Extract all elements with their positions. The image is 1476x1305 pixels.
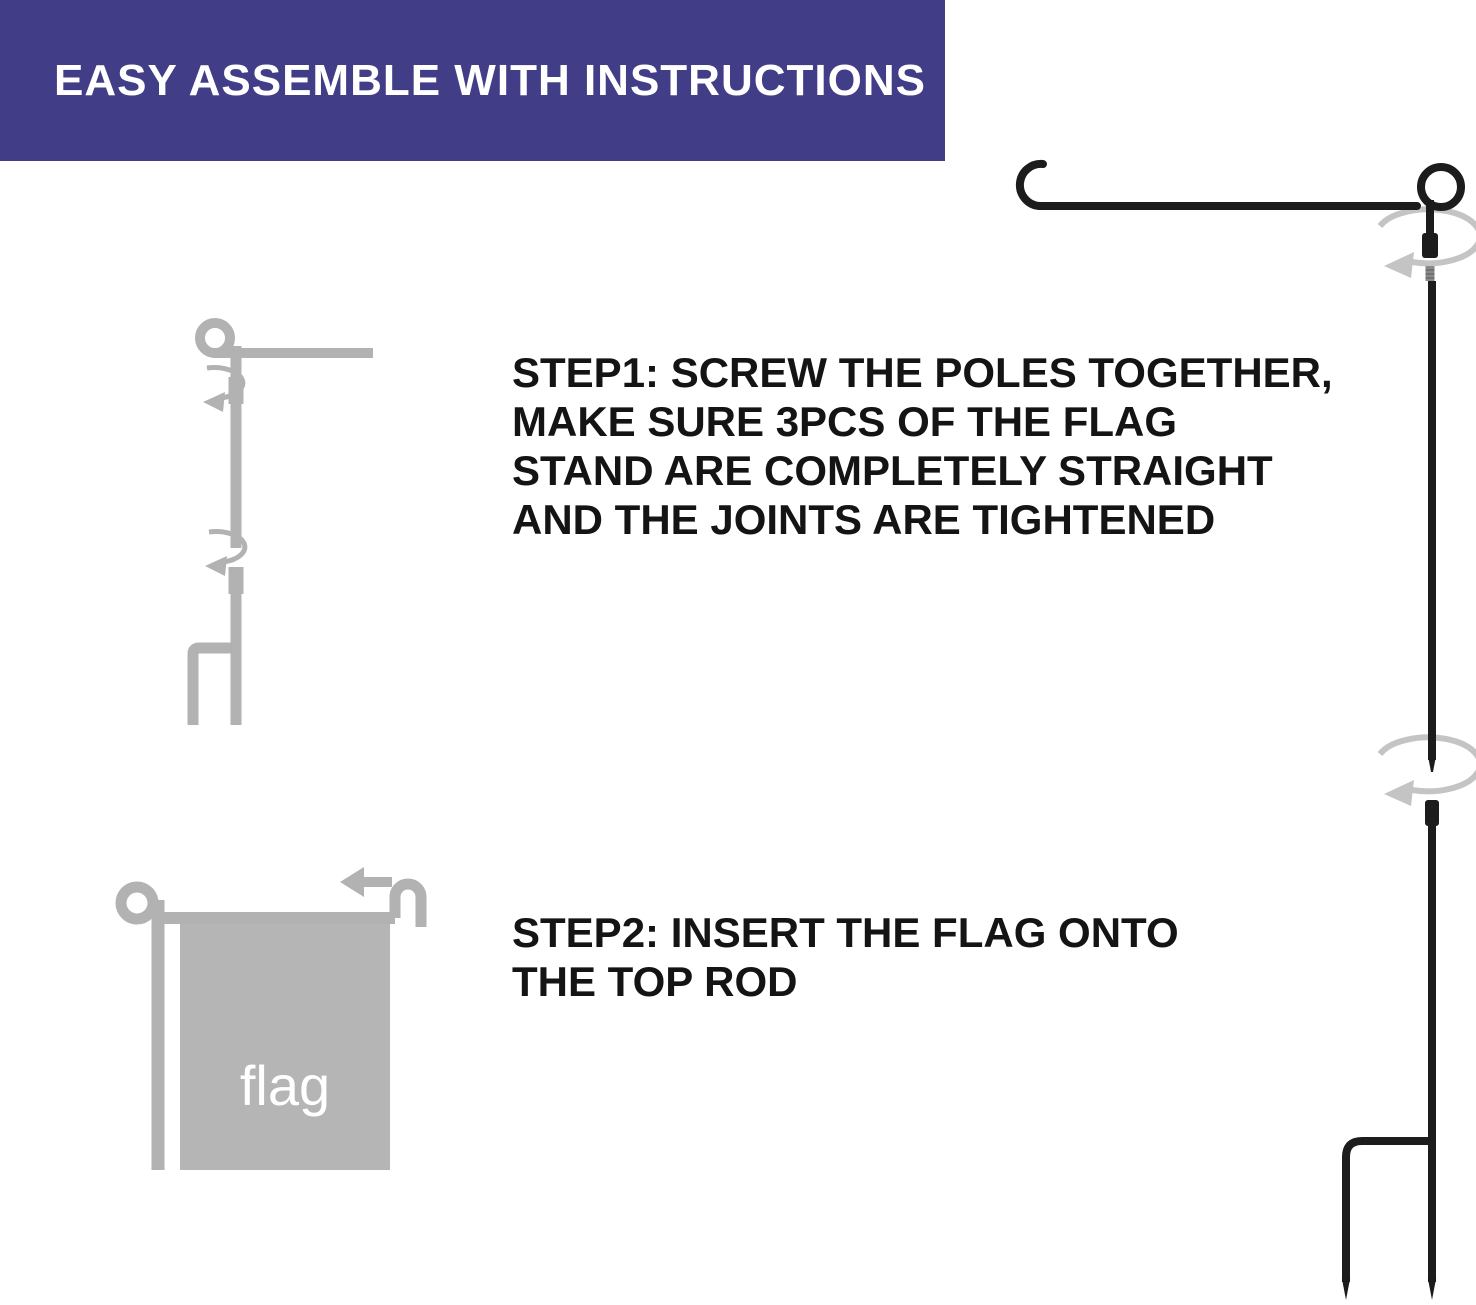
banner-title: EASY ASSEMBLE WITH INSTRUCTIONS — [54, 55, 926, 105]
lower-coupler — [1425, 800, 1439, 826]
gray-lower-connector — [229, 567, 244, 594]
step1-line: AND THE JOINTS ARE TIGHTENED — [512, 496, 1216, 543]
flag-body — [180, 912, 390, 1170]
threaded-stub — [1426, 266, 1435, 281]
branch-spike-tip — [1342, 1278, 1350, 1300]
assembled-flag-stand-diagram — [980, 150, 1476, 1305]
step2-line: THE TOP ROD — [512, 958, 798, 1005]
ground-stake-branch — [1346, 1141, 1432, 1282]
step2-flag-insert-diagram — [90, 860, 450, 1220]
flag-label: flag — [239, 1054, 331, 1117]
black-top-rod-with-hook — [1020, 164, 1417, 206]
gray-loop-icon — [121, 887, 153, 919]
step1-line: STEP1: SCREW THE POLES TOGETHER, — [512, 349, 1333, 396]
step1-pole-assembly-diagram — [150, 308, 430, 748]
upper-pole-tip — [1428, 756, 1436, 772]
slide-left-arrow-icon — [340, 867, 392, 897]
step1-line: MAKE SURE 3PCS OF THE FLAG — [512, 398, 1178, 445]
banner — [0, 0, 945, 161]
main-spike-tip — [1428, 1278, 1436, 1300]
step1-line: STAND ARE COMPLETELY STRAIGHT — [512, 447, 1273, 494]
upper-coupler — [1422, 233, 1438, 258]
step2-line: STEP2: INSERT THE FLAG ONTO — [512, 909, 1179, 956]
rod-end-hook — [395, 884, 421, 927]
